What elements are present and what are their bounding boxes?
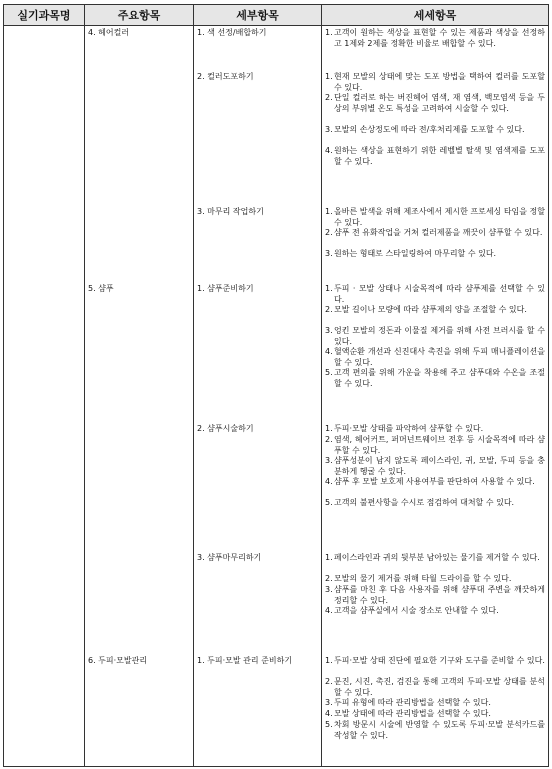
sub-item-cell xyxy=(194,26,322,767)
detail-list-item xyxy=(325,606,545,617)
detail-item-number: 3. xyxy=(325,698,333,707)
detail-item-text: 두피·모발 상태를 파악하여 샴푸할 수 있다. xyxy=(334,424,484,433)
table-header-row xyxy=(4,5,549,26)
detail-item-text: 엉킨 모발의 정돈과 이물질 제거를 위해 사전 브러시를 할 수 있다. xyxy=(334,326,545,346)
sub-item-color-apply: 2. 컬러도포하기 xyxy=(197,72,254,81)
sub-item-shampoo-procedure: 2. 샴푸시술하기 xyxy=(197,424,254,433)
detail-list-item xyxy=(325,677,545,698)
sub-item-scalp-prep: 1. 두피·모발 관리 준비하기 xyxy=(197,656,293,665)
detail-item-number: 2. xyxy=(325,677,333,686)
detail-list-item xyxy=(325,656,545,667)
header-main-item: 주요항목 xyxy=(85,5,194,26)
main-item-cell xyxy=(85,26,194,767)
main-item-shampoo: 5. 샴푸 xyxy=(88,284,114,293)
exam-criteria-table xyxy=(3,4,549,767)
detail-item-text: 고객의 불편사항을 수시로 점검하여 대처할 수 있다. xyxy=(334,498,515,507)
detail-item-text: 두피 유형에 따라 관리방법을 선택할 수 있다. xyxy=(334,698,491,707)
detail-item-number: 4. xyxy=(325,606,333,615)
detail-list-item xyxy=(325,72,545,93)
detail-item-text: 모발 상태에 따라 관리방법을 선택할 수 있다. xyxy=(334,709,491,718)
detail-list-item xyxy=(325,28,545,49)
detail-item-number: 4. xyxy=(325,146,333,155)
detail-list-item xyxy=(325,477,545,488)
detail-item-text: 문진, 시진, 촉진, 검진을 통해 고객의 두피·모발 상태를 분석할 수 있다. xyxy=(334,677,545,697)
detail-item-text: 모발의 물기 제거를 위해 타월 드라이를 할 수 있다. xyxy=(334,574,512,583)
detail-list-item xyxy=(325,424,545,435)
detail-item-number: 3. xyxy=(325,249,333,258)
detail-list-item xyxy=(325,498,545,509)
detail-item-text: 차회 방문시 시술에 반영할 수 있도록 두피·모발 분석카드를 작성할 수 있다. xyxy=(334,720,545,740)
detail-list-item xyxy=(325,228,545,239)
subject-cell xyxy=(4,26,85,767)
sub-item-shampoo-prep: 1. 샴푸준비하기 xyxy=(197,284,254,293)
detail-item-text: 현재 모발의 상태에 맞는 도포 방법을 택하여 컬러를 도포할 수 있다. xyxy=(334,72,545,92)
detail-item-number: 5. xyxy=(325,720,333,729)
detail-item-number: 5. xyxy=(325,498,333,507)
sub-item-shampoo-finish: 3. 샴푸마무리하기 xyxy=(197,553,262,562)
detail-item-number: 1. xyxy=(325,424,333,433)
detail-list-item xyxy=(325,435,545,456)
detail-list-item xyxy=(325,305,545,316)
detail-item-text: 샴푸성분이 남지 않도록 페이스라인, 귀, 모발, 두피 등을 충분하게 헹굴 수 있다. xyxy=(334,456,545,476)
detail-item-text: 샴푸 전 유화작업을 거쳐 컬러제품을 깨끗이 샴푸할 수 있다. xyxy=(334,228,543,237)
detail-list-item xyxy=(325,553,545,564)
detail-item-text: 샴푸 후 모발 보호제 사용여부를 판단하여 사용할 수 있다. xyxy=(334,477,535,486)
detail-list-item xyxy=(325,249,545,260)
detail-item-number: 4. xyxy=(325,709,333,718)
detail-list-item xyxy=(325,720,545,741)
detail-item-text: 고객을 샴푸실에서 시술 장소로 안내할 수 있다. xyxy=(334,606,499,615)
detail-item-number: 5. xyxy=(325,368,333,377)
detail-list-item xyxy=(325,574,545,585)
detail-list-item xyxy=(325,326,545,347)
detail-item-cell xyxy=(322,26,549,767)
sub-item-color-select: 1. 색 선정/배합하기 xyxy=(197,28,267,37)
detail-item-number: 1. xyxy=(325,656,333,665)
detail-item-number: 1. xyxy=(325,553,333,562)
detail-item-number: 3. xyxy=(325,456,333,465)
detail-item-text: 페이스라인과 귀의 뒷부분 남아있는 물기를 제거할 수 있다. xyxy=(334,553,540,562)
detail-item-text: 두피 · 모발 상태나 시술목적에 따라 샴푸제를 선택할 수 있다. xyxy=(334,284,545,304)
detail-list-item xyxy=(325,347,545,368)
detail-item-number: 2. xyxy=(325,228,333,237)
detail-item-number: 2. xyxy=(325,574,333,583)
detail-item-number: 2. xyxy=(325,305,333,314)
detail-list-item xyxy=(325,456,545,477)
detail-item-text: 모발 길이나 모량에 따라 샴푸제의 양을 조절할 수 있다. xyxy=(334,305,527,314)
header-detail-item: 세세항목 xyxy=(322,5,549,26)
main-item-scalp-care: 6. 두피·모발관리 xyxy=(88,656,148,665)
detail-item-text: 고객이 원하는 색상을 표현할 수 있는 제품과 색상을 선정하고 1제와 2제를 정확한 비율로 배합할 수 있다. xyxy=(334,28,545,48)
header-subject: 실기과목명 xyxy=(4,5,85,26)
main-item-hair-color: 4. 헤어컬러 xyxy=(88,28,130,37)
detail-item-number: 1. xyxy=(325,72,333,81)
detail-list-item xyxy=(325,125,545,136)
detail-list-item xyxy=(325,368,545,389)
detail-item-text: 원하는 색상을 표현하기 위한 레벨별 탈색 및 염색제를 도포할 수 있다. xyxy=(334,146,545,166)
detail-item-text: 샴푸를 마친 후 다음 사용자를 위해 샴푸대 주변을 깨끗하게 정리할 수 있다. xyxy=(334,585,545,605)
detail-item-text: 염색, 헤어커트, 퍼머넌트웨이브 전후 등 시술목적에 따라 샴푸할 수 있다. xyxy=(334,435,545,455)
detail-list-item xyxy=(325,146,545,167)
detail-item-text: 원하는 형태로 스타일링하여 마무리할 수 있다. xyxy=(334,249,497,258)
table-row xyxy=(4,26,549,767)
detail-item-number: 2. xyxy=(325,435,333,444)
detail-item-text: 혈액순환 개선과 신진대사 촉진을 위해 두피 매니플레이션을 할 수 있다. xyxy=(334,347,545,367)
detail-item-number: 3. xyxy=(325,585,333,594)
detail-list-item xyxy=(325,207,545,228)
detail-item-number: 1. xyxy=(325,207,333,216)
detail-item-number: 4. xyxy=(325,477,333,486)
detail-list-item xyxy=(325,709,545,720)
header-sub-item: 세부항목 xyxy=(194,5,322,26)
sub-item-color-finish: 3. 마무리 작업하기 xyxy=(197,207,264,216)
detail-item-text: 고객 편의를 위해 가운을 착용해 주고 샴푸대와 수온을 조절할 수 있다. xyxy=(334,368,545,388)
detail-list-item xyxy=(325,698,545,709)
detail-item-number: 3. xyxy=(325,326,333,335)
detail-item-number: 1. xyxy=(325,284,333,293)
detail-item-number: 2. xyxy=(325,93,333,102)
detail-item-text: 두피·모발 상태 진단에 필요한 기구와 도구를 준비할 수 있다. xyxy=(334,656,545,665)
detail-item-number: 1. xyxy=(325,28,333,37)
detail-item-text: 모발의 손상정도에 따라 전/후처리제를 도포할 수 있다. xyxy=(334,125,525,134)
detail-list-item xyxy=(325,93,545,114)
detail-item-number: 3. xyxy=(325,125,333,134)
detail-item-text: 올바른 발색을 위해 제조사에서 제시한 프로세싱 타임을 정할 수 있다. xyxy=(334,207,545,227)
detail-list-item xyxy=(325,284,545,305)
detail-item-number: 4. xyxy=(325,347,333,356)
detail-item-text: 단일 컬러로 하는 버진헤어 염색, 재 염색, 백모염색 등을 두상의 부위별 온도 특성을 고려하여 시술할 수 있다. xyxy=(334,93,545,113)
detail-list-item xyxy=(325,585,545,606)
